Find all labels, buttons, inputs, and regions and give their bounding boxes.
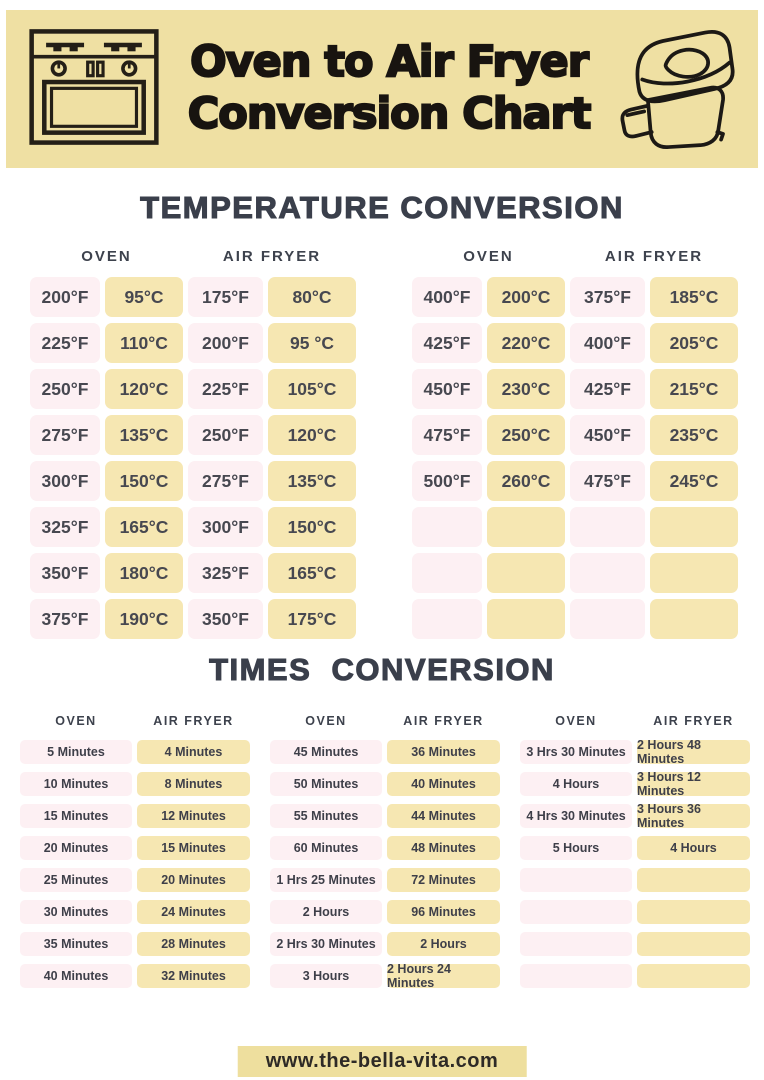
temperature-row bbox=[412, 277, 738, 317]
time-row bbox=[270, 772, 500, 796]
oven-time-cell: 40 Minutes bbox=[20, 964, 132, 988]
times-section-heading: TIMES CONVERSION bbox=[209, 652, 555, 687]
oven-celsius-cell bbox=[487, 507, 565, 547]
chart-title-line2: Conversion Chart bbox=[187, 89, 591, 139]
air-fryer-time-cell: 2 Hours 48 Minutes bbox=[637, 740, 750, 764]
oven-celsius-cell: 230°C bbox=[487, 369, 565, 409]
air-fryer-column-header: AIR FRYER bbox=[153, 714, 234, 728]
oven-time-cell: 2 Hrs 30 Minutes bbox=[270, 932, 382, 956]
air-fryer-time-cell: 32 Minutes bbox=[137, 964, 250, 988]
air-fryer-column-header: AIR FRYER bbox=[653, 714, 734, 728]
time-row bbox=[20, 836, 250, 860]
oven-celsius-cell: 135°C bbox=[105, 415, 183, 455]
oven-fahrenheit-cell: 400°F bbox=[412, 277, 482, 317]
air-fryer-time-cell: 12 Minutes bbox=[137, 804, 250, 828]
air-fryer-time-cell: 2 Hours 24 Minutes bbox=[387, 964, 500, 988]
oven-celsius-cell: 150°C bbox=[105, 461, 183, 501]
temperature-table-right bbox=[412, 248, 738, 639]
oven-fahrenheit-cell bbox=[412, 599, 482, 639]
oven-column-header: OVEN bbox=[305, 714, 347, 728]
temperature-row bbox=[30, 415, 356, 455]
air-fryer-time-cell: 4 Hours bbox=[637, 836, 750, 860]
oven-celsius-cell: 250°C bbox=[487, 415, 565, 455]
oven-celsius-cell: 260°C bbox=[487, 461, 565, 501]
air-fryer-time-cell: 96 Minutes bbox=[387, 900, 500, 924]
time-row bbox=[270, 900, 500, 924]
oven-column-header: OVEN bbox=[81, 248, 132, 265]
header-banner bbox=[6, 10, 758, 168]
oven-celsius-cell: 220°C bbox=[487, 323, 565, 363]
oven-fahrenheit-cell: 425°F bbox=[412, 323, 482, 363]
time-row bbox=[520, 740, 750, 764]
air-fryer-fahrenheit-cell: 375°F bbox=[570, 277, 645, 317]
oven-fahrenheit-cell bbox=[412, 553, 482, 593]
air-fryer-fahrenheit-cell: 200°F bbox=[188, 323, 263, 363]
air-fryer-fahrenheit-cell: 400°F bbox=[570, 323, 645, 363]
oven-time-cell: 4 Hrs 30 Minutes bbox=[520, 804, 632, 828]
air-fryer-fahrenheit-cell: 300°F bbox=[188, 507, 263, 547]
oven-time-cell: 5 Minutes bbox=[20, 740, 132, 764]
time-row bbox=[270, 836, 500, 860]
air-fryer-time-cell: 36 Minutes bbox=[387, 740, 500, 764]
air-fryer-icon bbox=[616, 21, 738, 158]
air-fryer-time-cell bbox=[637, 964, 750, 988]
time-row bbox=[20, 932, 250, 956]
oven-time-cell: 20 Minutes bbox=[20, 836, 132, 860]
oven-time-cell bbox=[520, 868, 632, 892]
oven-celsius-cell: 190°C bbox=[105, 599, 183, 639]
air-fryer-fahrenheit-cell bbox=[570, 599, 645, 639]
oven-time-cell: 5 Hours bbox=[520, 836, 632, 860]
air-fryer-time-cell: 40 Minutes bbox=[387, 772, 500, 796]
air-fryer-fahrenheit-cell: 175°F bbox=[188, 277, 263, 317]
air-fryer-time-cell: 44 Minutes bbox=[387, 804, 500, 828]
temperature-row bbox=[30, 369, 356, 409]
oven-fahrenheit-cell: 200°F bbox=[30, 277, 100, 317]
air-fryer-fahrenheit-cell: 275°F bbox=[188, 461, 263, 501]
air-fryer-celsius-cell: 105°C bbox=[268, 369, 356, 409]
oven-time-cell bbox=[520, 932, 632, 956]
air-fryer-fahrenheit-cell bbox=[570, 507, 645, 547]
oven-fahrenheit-cell: 375°F bbox=[30, 599, 100, 639]
air-fryer-column-header: AIR FRYER bbox=[222, 248, 322, 265]
air-fryer-time-cell: 24 Minutes bbox=[137, 900, 250, 924]
oven-fahrenheit-cell bbox=[412, 507, 482, 547]
chart-title bbox=[162, 37, 616, 140]
time-row bbox=[20, 900, 250, 924]
time-row bbox=[270, 868, 500, 892]
oven-time-cell: 25 Minutes bbox=[20, 868, 132, 892]
air-fryer-celsius-cell: 120°C bbox=[268, 415, 356, 455]
temperature-row bbox=[412, 415, 738, 455]
column-header-row bbox=[270, 714, 500, 732]
time-row bbox=[520, 900, 750, 924]
time-row bbox=[20, 964, 250, 988]
oven-time-cell: 35 Minutes bbox=[20, 932, 132, 956]
oven-celsius-cell: 110°C bbox=[105, 323, 183, 363]
temperature-row bbox=[412, 369, 738, 409]
oven-fahrenheit-cell: 450°F bbox=[412, 369, 482, 409]
air-fryer-celsius-cell: 150°C bbox=[268, 507, 356, 547]
oven-celsius-cell: 120°C bbox=[105, 369, 183, 409]
air-fryer-celsius-cell: 95 °C bbox=[268, 323, 356, 363]
air-fryer-fahrenheit-cell: 425°F bbox=[570, 369, 645, 409]
temperature-row bbox=[30, 599, 356, 639]
air-fryer-time-cell: 28 Minutes bbox=[137, 932, 250, 956]
time-row bbox=[270, 932, 500, 956]
oven-time-cell: 60 Minutes bbox=[270, 836, 382, 860]
air-fryer-celsius-cell: 135°C bbox=[268, 461, 356, 501]
oven-celsius-cell: 95°C bbox=[105, 277, 183, 317]
air-fryer-fahrenheit-cell: 225°F bbox=[188, 369, 263, 409]
oven-time-cell: 3 Hrs 30 Minutes bbox=[520, 740, 632, 764]
air-fryer-celsius-cell: 215°C bbox=[650, 369, 738, 409]
oven-fahrenheit-cell: 325°F bbox=[30, 507, 100, 547]
oven-time-cell: 4 Hours bbox=[520, 772, 632, 796]
oven-time-cell: 50 Minutes bbox=[270, 772, 382, 796]
time-row bbox=[20, 868, 250, 892]
column-header-row bbox=[412, 248, 738, 271]
temperature-row bbox=[30, 323, 356, 363]
time-row bbox=[270, 804, 500, 828]
temperature-row bbox=[412, 461, 738, 501]
oven-celsius-cell bbox=[487, 553, 565, 593]
oven-celsius-cell: 165°C bbox=[105, 507, 183, 547]
oven-fahrenheit-cell: 275°F bbox=[30, 415, 100, 455]
oven-fahrenheit-cell: 225°F bbox=[30, 323, 100, 363]
temperature-row bbox=[30, 507, 356, 547]
oven-fahrenheit-cell: 250°F bbox=[30, 369, 100, 409]
times-table-2 bbox=[270, 714, 500, 988]
air-fryer-celsius-cell: 245°C bbox=[650, 461, 738, 501]
air-fryer-fahrenheit-cell: 325°F bbox=[188, 553, 263, 593]
times-table-3 bbox=[520, 714, 750, 988]
air-fryer-column-header: AIR FRYER bbox=[403, 714, 484, 728]
air-fryer-fahrenheit-cell: 475°F bbox=[570, 461, 645, 501]
oven-celsius-cell bbox=[487, 599, 565, 639]
air-fryer-time-cell: 48 Minutes bbox=[387, 836, 500, 860]
air-fryer-time-cell: 8 Minutes bbox=[137, 772, 250, 796]
air-fryer-fahrenheit-cell bbox=[570, 553, 645, 593]
air-fryer-fahrenheit-cell: 350°F bbox=[188, 599, 263, 639]
air-fryer-time-cell bbox=[637, 900, 750, 924]
column-header-row bbox=[520, 714, 750, 732]
oven-time-cell: 2 Hours bbox=[270, 900, 382, 924]
temperature-row bbox=[412, 323, 738, 363]
air-fryer-celsius-cell: 185°C bbox=[650, 277, 738, 317]
temperature-row bbox=[30, 277, 356, 317]
air-fryer-celsius-cell: 165°C bbox=[268, 553, 356, 593]
air-fryer-celsius-cell: 205°C bbox=[650, 323, 738, 363]
oven-celsius-cell: 180°C bbox=[105, 553, 183, 593]
air-fryer-time-cell: 3 Hours 12 Minutes bbox=[637, 772, 750, 796]
temperature-row bbox=[412, 553, 738, 593]
oven-time-cell: 10 Minutes bbox=[20, 772, 132, 796]
oven-fahrenheit-cell: 350°F bbox=[30, 553, 100, 593]
temperature-tables bbox=[30, 248, 738, 639]
oven-time-cell: 3 Hours bbox=[270, 964, 382, 988]
air-fryer-time-cell: 72 Minutes bbox=[387, 868, 500, 892]
oven-time-cell: 30 Minutes bbox=[20, 900, 132, 924]
time-row bbox=[520, 964, 750, 988]
column-header-row bbox=[20, 714, 250, 732]
air-fryer-time-cell: 3 Hours 36 Minutes bbox=[637, 804, 750, 828]
oven-time-cell: 55 Minutes bbox=[270, 804, 382, 828]
air-fryer-celsius-cell bbox=[650, 507, 738, 547]
temperature-table-left bbox=[30, 248, 356, 639]
times-table-1 bbox=[20, 714, 250, 988]
air-fryer-time-cell: 2 Hours bbox=[387, 932, 500, 956]
oven-time-cell: 15 Minutes bbox=[20, 804, 132, 828]
website-url: www.the-bella-vita.com bbox=[238, 1046, 527, 1077]
time-row bbox=[520, 772, 750, 796]
oven-icon bbox=[26, 26, 162, 153]
air-fryer-celsius-cell: 175°C bbox=[268, 599, 356, 639]
oven-time-cell bbox=[520, 900, 632, 924]
air-fryer-celsius-cell bbox=[650, 599, 738, 639]
time-row bbox=[520, 804, 750, 828]
oven-fahrenheit-cell: 500°F bbox=[412, 461, 482, 501]
air-fryer-column-header: AIR FRYER bbox=[604, 248, 704, 265]
air-fryer-celsius-cell: 235°C bbox=[650, 415, 738, 455]
air-fryer-time-cell bbox=[637, 932, 750, 956]
air-fryer-time-cell: 15 Minutes bbox=[137, 836, 250, 860]
time-row bbox=[20, 740, 250, 764]
column-header-row bbox=[30, 248, 356, 271]
oven-fahrenheit-cell: 300°F bbox=[30, 461, 100, 501]
temperature-row bbox=[30, 553, 356, 593]
air-fryer-time-cell: 20 Minutes bbox=[137, 868, 250, 892]
air-fryer-time-cell bbox=[637, 868, 750, 892]
time-row bbox=[20, 804, 250, 828]
time-row bbox=[520, 868, 750, 892]
oven-column-header: OVEN bbox=[555, 714, 597, 728]
temperature-section-heading: TEMPERATURE CONVERSION bbox=[140, 190, 624, 225]
air-fryer-fahrenheit-cell: 450°F bbox=[570, 415, 645, 455]
oven-celsius-cell: 200°C bbox=[487, 277, 565, 317]
oven-time-cell bbox=[520, 964, 632, 988]
air-fryer-time-cell: 4 Minutes bbox=[137, 740, 250, 764]
time-row bbox=[520, 932, 750, 956]
time-row bbox=[520, 836, 750, 860]
air-fryer-celsius-cell: 80°C bbox=[268, 277, 356, 317]
time-row bbox=[270, 964, 500, 988]
oven-fahrenheit-cell: 475°F bbox=[412, 415, 482, 455]
chart-title-line1: Oven to Air Fryer bbox=[190, 37, 588, 88]
temperature-row bbox=[30, 461, 356, 501]
time-row bbox=[270, 740, 500, 764]
oven-column-header: OVEN bbox=[55, 714, 97, 728]
temperature-row bbox=[412, 599, 738, 639]
temperature-row bbox=[412, 507, 738, 547]
oven-time-cell: 1 Hrs 25 Minutes bbox=[270, 868, 382, 892]
air-fryer-celsius-cell bbox=[650, 553, 738, 593]
air-fryer-fahrenheit-cell: 250°F bbox=[188, 415, 263, 455]
oven-time-cell: 45 Minutes bbox=[270, 740, 382, 764]
oven-column-header: OVEN bbox=[463, 248, 514, 265]
times-tables bbox=[20, 714, 750, 988]
time-row bbox=[20, 772, 250, 796]
